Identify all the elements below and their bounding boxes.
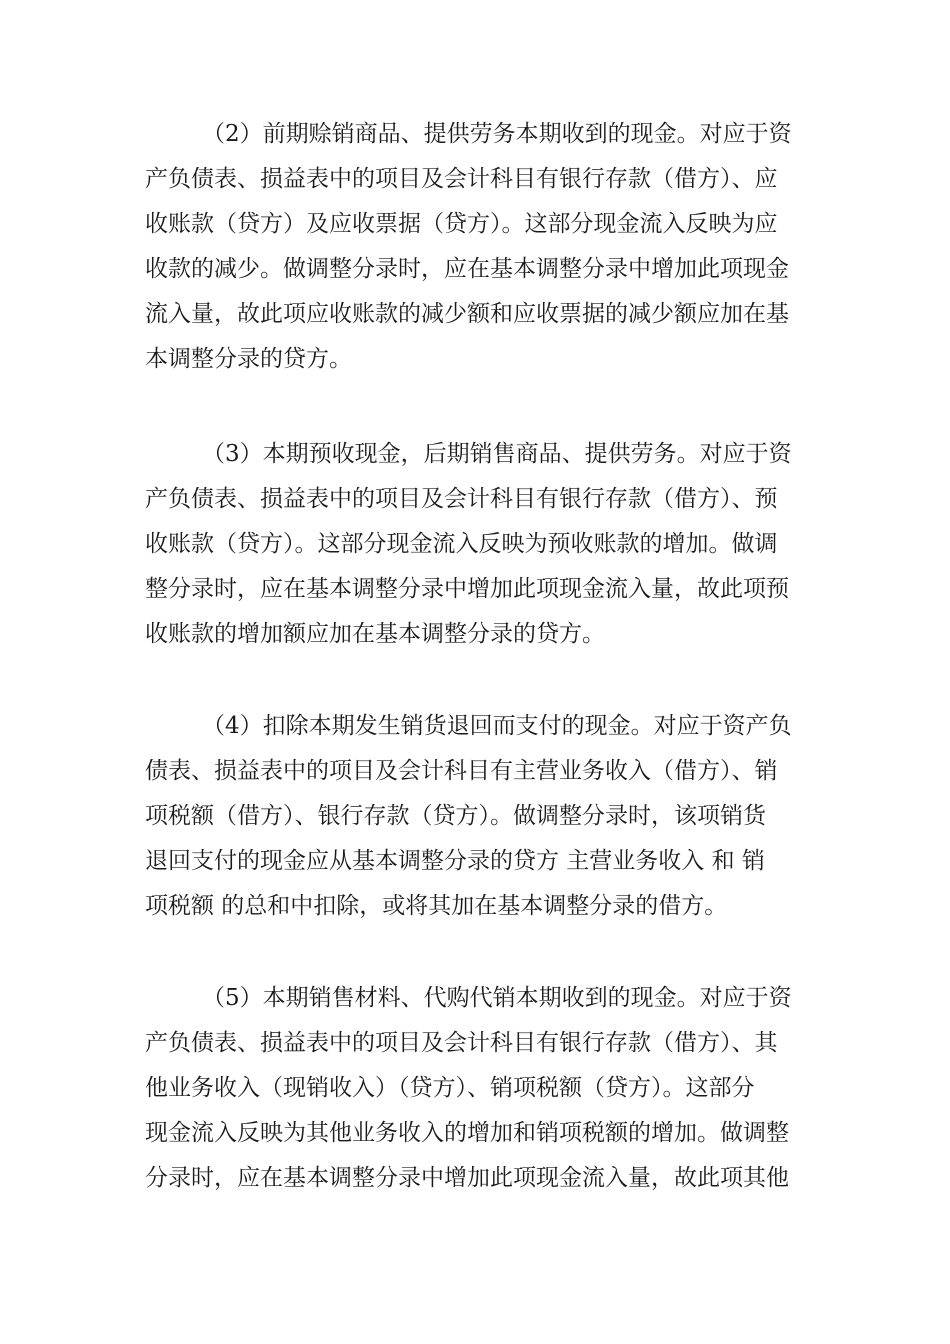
text-line: （3）本期预收现金，后期销售商品、提供劳务。对应于资 (202, 441, 792, 467)
text-line: 收账款的增加额应加在基本调整分录的贷方。 (145, 621, 605, 647)
text-line: （4）扣除本期发生销货退回而支付的现金。对应于资产负 (202, 713, 792, 739)
text-line: 流入量，故此项应收账款的减少额和应收票据的减少额应加在基 (145, 301, 789, 327)
text-line: 债表、损益表中的项目及会计科目有主营业务收入（借方）、销 (145, 758, 778, 784)
paragraph-3 (145, 432, 825, 657)
paragraph-2 (145, 112, 825, 382)
text-line: （5）本期销售材料、代购代销本期收到的现金。对应于资 (202, 985, 792, 1011)
text-line: 退回支付的现金应从基本调整分录的贷方 主营业务收入 和 销 (145, 848, 765, 874)
text-line: 收账款（贷方）及应收票据（贷方）。这部分现金流入反映为应 (145, 211, 778, 237)
text-line: 产负债表、损益表中的项目及会计科目有银行存款（借方）、应 (145, 166, 778, 192)
text-line: 收款的减少。做调整分录时，应在基本调整分录中增加此项现金 (145, 256, 789, 282)
text-line: 项税额 的总和中扣除，或将其加在基本调整分录的借方。 (145, 893, 728, 919)
text-line: 产负债表、损益表中的项目及会计科目有银行存款（借方）、其 (145, 1030, 778, 1056)
text-line: 分录时，应在基本调整分录中增加此项现金流入量，故此项其他 (145, 1165, 789, 1191)
text-line: （2）前期赊销商品、提供劳务本期收到的现金。对应于资 (202, 121, 792, 147)
text-line: 项税额（借方）、银行存款（贷方）。做调整分录时，该项销货 (145, 803, 766, 829)
text-line: 整分录时，应在基本调整分录中增加此项现金流入量，故此项预 (145, 576, 789, 602)
text-line: 产负债表、损益表中的项目及会计科目有银行存款（借方）、预 (145, 486, 778, 512)
text-line: 本调整分录的贷方。 (145, 346, 352, 372)
paragraph-5 (145, 976, 825, 1201)
text-line: 现金流入反映为其他业务收入的增加和销项税额的增加。做调整 (145, 1120, 789, 1146)
text-line: 他业务收入（现销收入）（贷方）、销项税额（贷方）。这部分 (145, 1075, 755, 1101)
paragraph-4 (145, 704, 825, 929)
text-line: 收账款（贷方）。这部分现金流入反映为预收账款的增加。做调 (145, 531, 778, 557)
